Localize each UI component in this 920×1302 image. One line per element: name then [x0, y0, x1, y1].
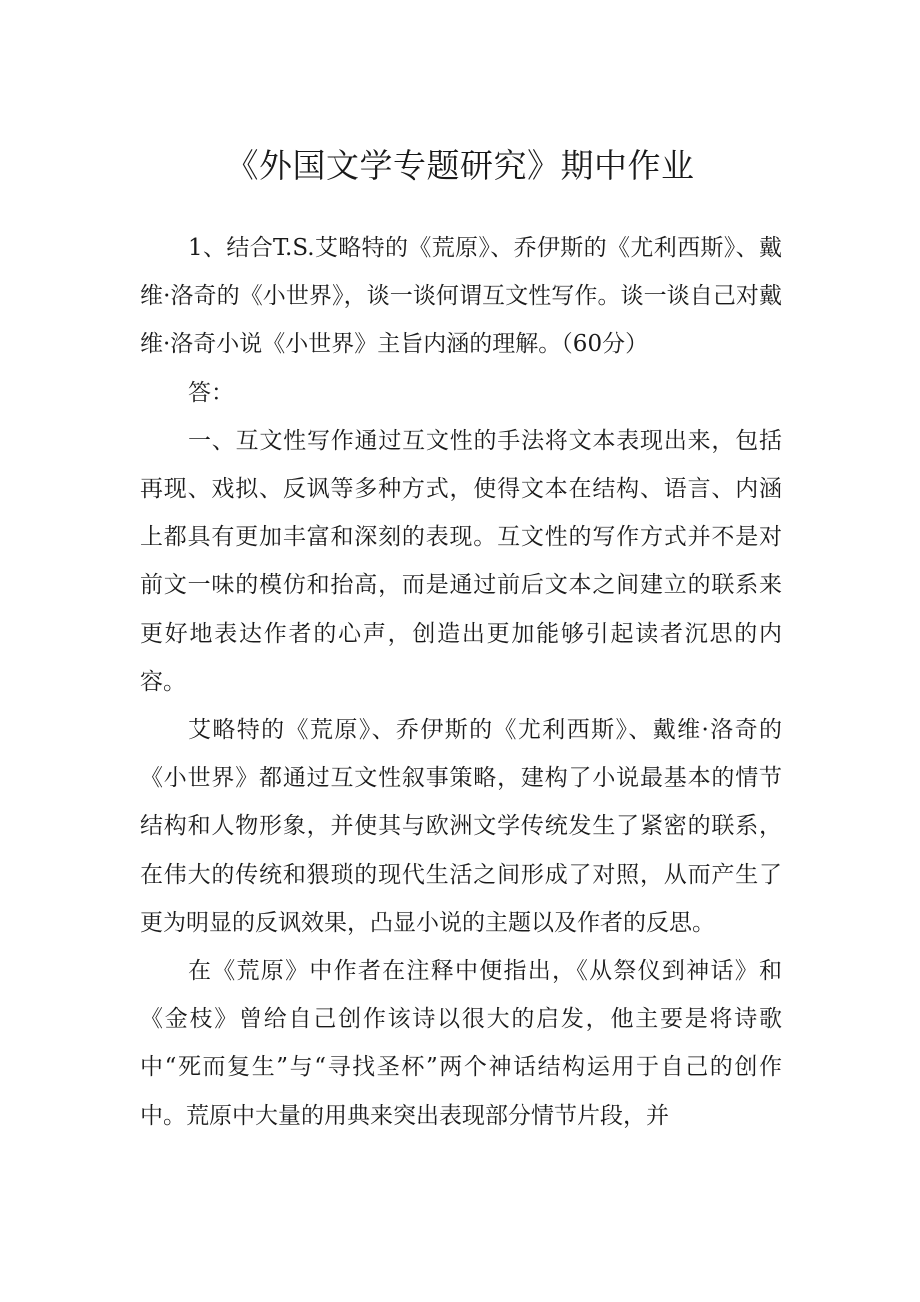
- body-paragraph: 艾略特的《荒原》、乔伊斯的《尤利西斯》、戴维·洛奇的《小世界》都通过互文性叙事策略，建构了小说最基本的情节结构和人物形象，并使其与欧洲文学传统发生了紧密的联系，在伟大的传统和猥琐的现代生活之间形成了对照，从而产生了更为明显的反讽效果，凸显小说的主题以及作者的反思。: [140, 717, 782, 936]
- document-title: 《外国文学专题研究》期中作业: [225, 146, 695, 185]
- document-body: [140, 224, 782, 1140]
- body-paragraph: 一、互文性写作通过互文性的手法将文本表现出来，包括再现、戏拟、反讽等多种方式，使得文本在结构、语言、内涵上都具有更加丰富和深刻的表现。互文性的写作方式并不是对前文一味的模仿和抬高，而是通过前后文本之间建立的联系来更好地表达作者的心声，创造出更加能够引起读者沉思的内容。: [140, 427, 782, 695]
- answer-label: 答：: [188, 379, 234, 406]
- question-paragraph: 1、结合T.S.艾略特的《荒原》、乔伊斯的《尤利西斯》、戴维·洛奇的《小世界》，谈一谈何谓互文性写作。谈一谈自己对戴维·洛奇小说《小世界》主旨内涵的理解。（60分）: [140, 235, 782, 358]
- body-paragraph: 在《荒原》中作者在注释中便指出，《从祭仪到神话》和《金枝》曾给自己创作该诗以很大的启发，他主要是将诗歌中“死而复生”与“寻找圣杯”两个神话结构运用于自己的创作中。荒原中大量的用典来突出表现部分情节片段，并: [140, 958, 782, 1129]
